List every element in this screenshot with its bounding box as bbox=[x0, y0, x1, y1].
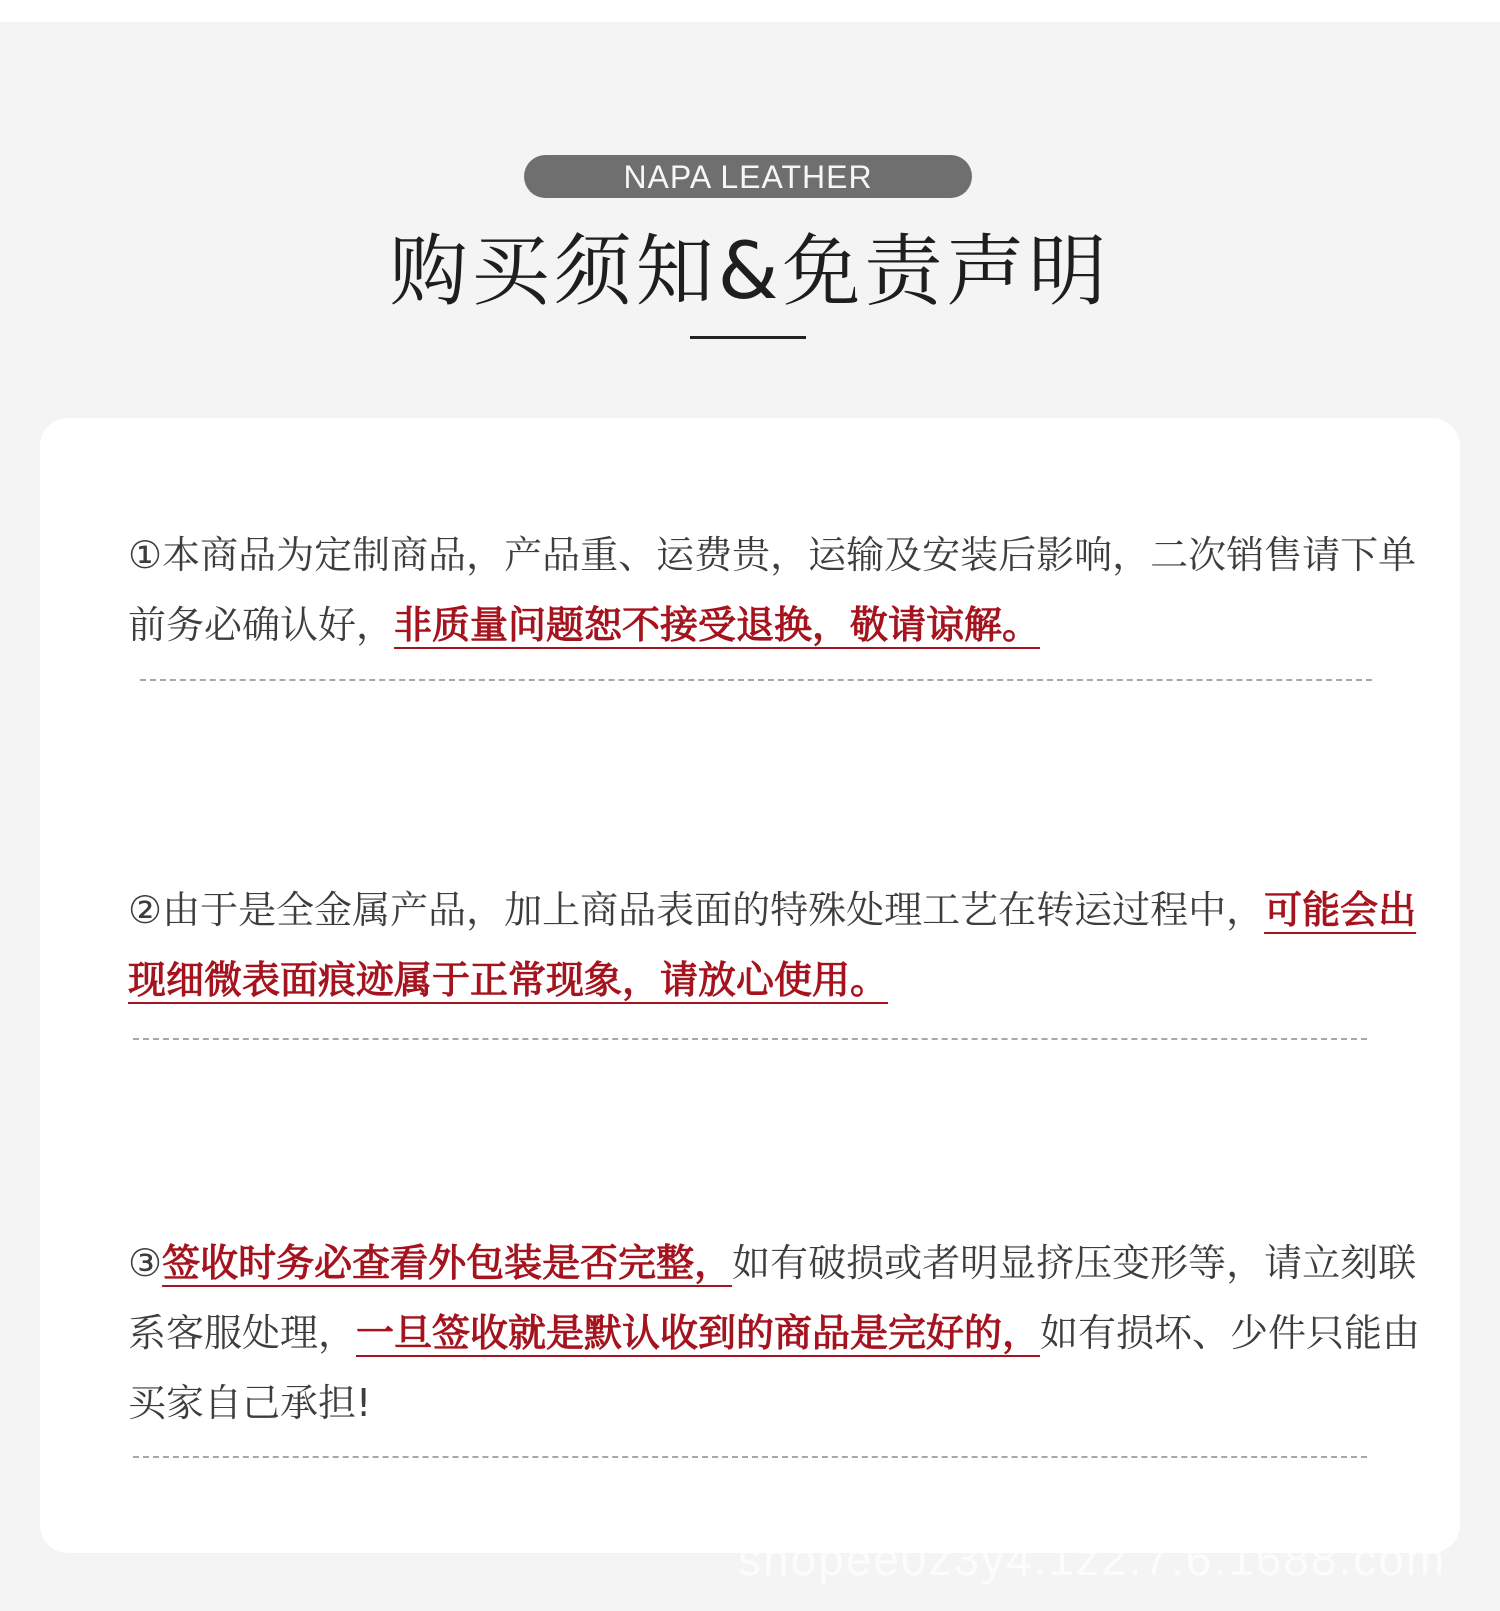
notice-2-highlight: 可能会出现细微表面痕迹属于正常现象，请放心使用。 bbox=[128, 888, 1417, 1002]
dashed-divider bbox=[140, 679, 1372, 681]
page-title: 购买须知&免责声明 bbox=[389, 227, 1111, 317]
notice-3-number: ③ bbox=[128, 1241, 163, 1285]
dashed-divider bbox=[133, 1038, 1367, 1040]
dashed-divider bbox=[133, 1456, 1367, 1458]
notice-3-text-2: 如有损坏、少件只能由买家自己承担! bbox=[128, 1311, 1421, 1425]
notice-3-text-1: 如有破损或者明显挤压变形等，请立刻联系客服处理， bbox=[128, 1241, 1417, 1355]
notice-1-highlight: 非质量问题恕不接受退换，敬请谅解。 bbox=[394, 603, 1041, 647]
notice-item-2 bbox=[128, 875, 1428, 1015]
category-badge: NAPA LEATHER bbox=[524, 155, 972, 198]
page-header bbox=[0, 0, 1500, 400]
notice-3-highlight-1: 签收时务必查看外包装是否完整， bbox=[162, 1241, 733, 1285]
notice-item-1 bbox=[128, 520, 1428, 660]
notice-3-highlight-2: 一旦签收就是默认收到的商品是完好的， bbox=[356, 1311, 1041, 1355]
notice-item-3 bbox=[128, 1228, 1428, 1438]
title-underline bbox=[690, 336, 806, 339]
notice-2-text: ②由于是全金属产品，加上商品表面的特殊处理工艺在转运过程中， bbox=[128, 888, 1265, 932]
watermark: shopee0z3y4.1z2.7.6.1688.com bbox=[738, 1533, 1447, 1585]
notice-1-text: ①本商品为定制商品，产品重、运费贵，运输及安装后影响，二次销售请下单前务必确认好， bbox=[128, 533, 1417, 647]
